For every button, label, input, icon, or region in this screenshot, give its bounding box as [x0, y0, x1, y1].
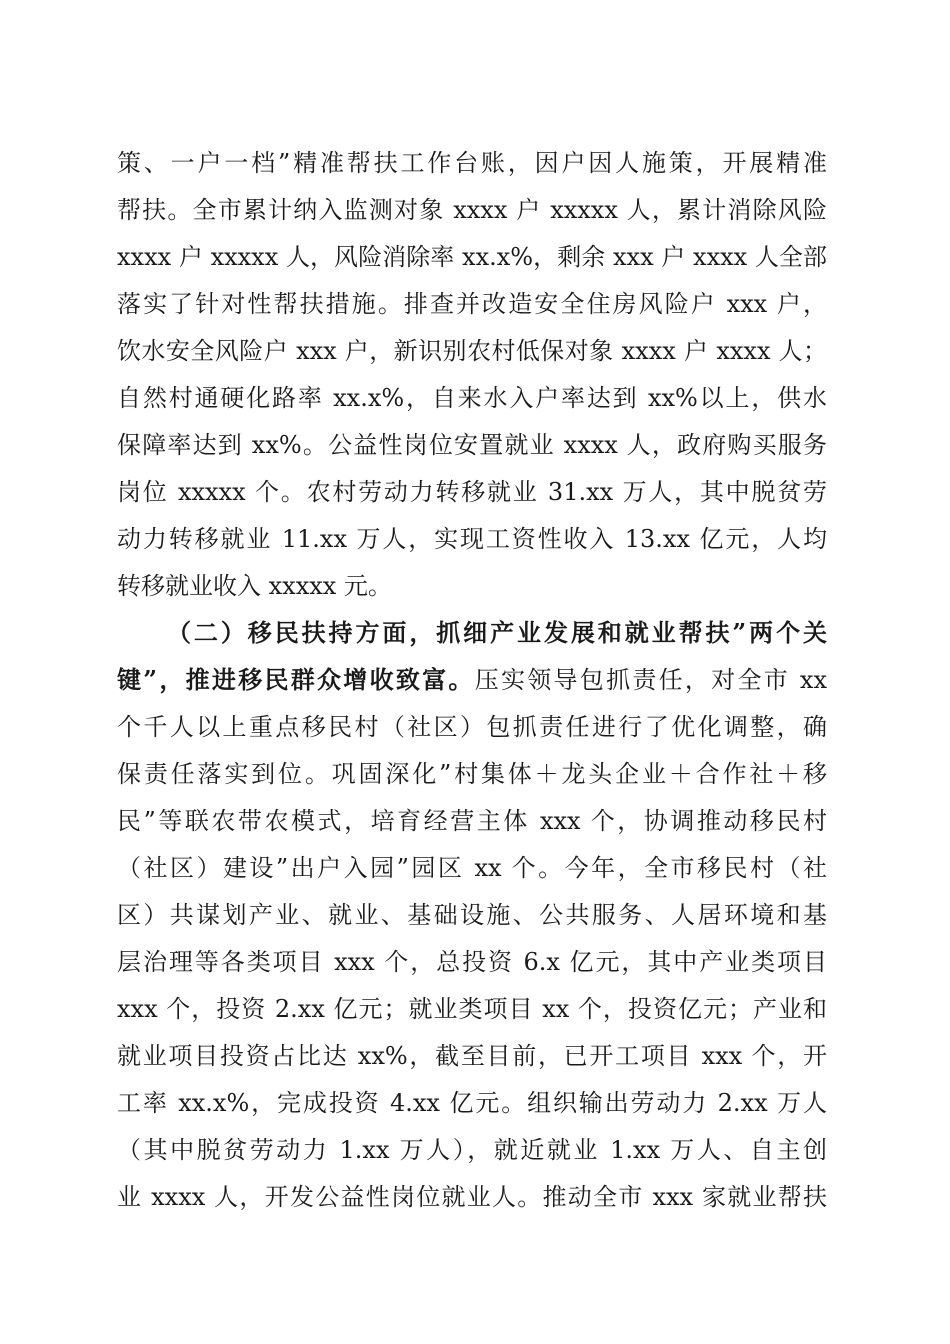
paragraph1-line-2: 帮扶。全市累计纳入监测对象 xxxx 户 xxxxx 人，累计消除风险 [117, 196, 827, 224]
paragraph1-line-4: 落实了针对性帮扶措施。排查并改造安全住房风险户 xxx 户， [117, 290, 827, 318]
paragraph2-line-7: 区）共谋划产业、就业、基础设施、公共服务、人居环境和基 [117, 901, 827, 929]
paragraph2-line-12: （其中脱贫劳动力 1.xx 万人），就近就业 1.xx 万人、自主创 [117, 1136, 827, 1164]
paragraph2-line-2-rest: 压实领导包抓责任，对全市 xx [474, 666, 827, 694]
paragraph1-line-9: 动力转移就业 11.xx 万人，实现工资性收入 13.xx 亿元，人均 [117, 525, 827, 553]
paragraph2-line-6: （社区）建设”出户入园”园区 xx 个。今年，全市移民村（社 [117, 854, 827, 882]
paragraph2-line-4: 保责任落实到位。巩固深化”村集体＋龙头企业＋合作社＋移 [117, 760, 827, 788]
paragraph2-line-5: 民”等联农带农模式，培育经营主体 xxx 个，协调推动移民村 [117, 807, 827, 835]
paragraph2-line-11: 工率 xx.x%，完成投资 4.xx 亿元。组织输出劳动力 2.xx 万人 [117, 1089, 827, 1117]
paragraph2-line-9: xxx 个，投资 2.xx 亿元；就业类项目 xx 个，投资亿元；产业和 [117, 995, 827, 1023]
paragraph2-heading-line-2: 键”，推进移民群众增收致富。 [117, 665, 475, 694]
paragraph2-line-2 [117, 660, 827, 700]
paragraph1-line-10: 转移就业收入 xxxxx 元。 [117, 572, 392, 600]
paragraph1-line-7: 保障率达到 xx%。公益性岗位安置就业 xxxx 人，政府购买服务 [117, 431, 827, 459]
paragraph2-line-13: 业 xxxx 人，开发公益性岗位就业人。推动全市 xxx 家就业帮扶 [117, 1183, 827, 1211]
paragraph1-line-6: 自然村通硬化路率 xx.x%，自来水入户率达到 xx%以上，供水 [117, 384, 827, 412]
paragraph1-line-3: xxxx 户 xxxxx 人，风险消除率 xx.x%，剩余 xxx 户 xxxx 人全部 [117, 243, 827, 271]
paragraph1-line-5: 饮水安全风险户 xxx 户，新识别农村低保对象 xxxx 户 xxxx 人； [117, 337, 827, 365]
paragraph2-line-8: 层治理等各类项目 xxx 个，总投资 6.x 亿元，其中产业类项目 [117, 948, 827, 976]
paragraph2-heading-line-1: （二）移民扶持方面，抓细产业发展和就业帮扶”两个关 [167, 618, 827, 647]
paragraph1-line-1: 策、一户一档”精准帮扶工作台账，因户因人施策，开展精准 [117, 149, 827, 177]
paragraph2-line-3: 个千人以上重点移民村（社区）包抓责任进行了优化调整，确 [117, 713, 827, 741]
paragraph1-line-8: 岗位 xxxxx 个。农村劳动力转移就业 31.xx 万人，其中脱贫劳 [117, 478, 827, 506]
paragraph2-line-10: 就业项目投资占比达 xx%，截至目前，已开工项目 xxx 个，开 [117, 1042, 827, 1070]
